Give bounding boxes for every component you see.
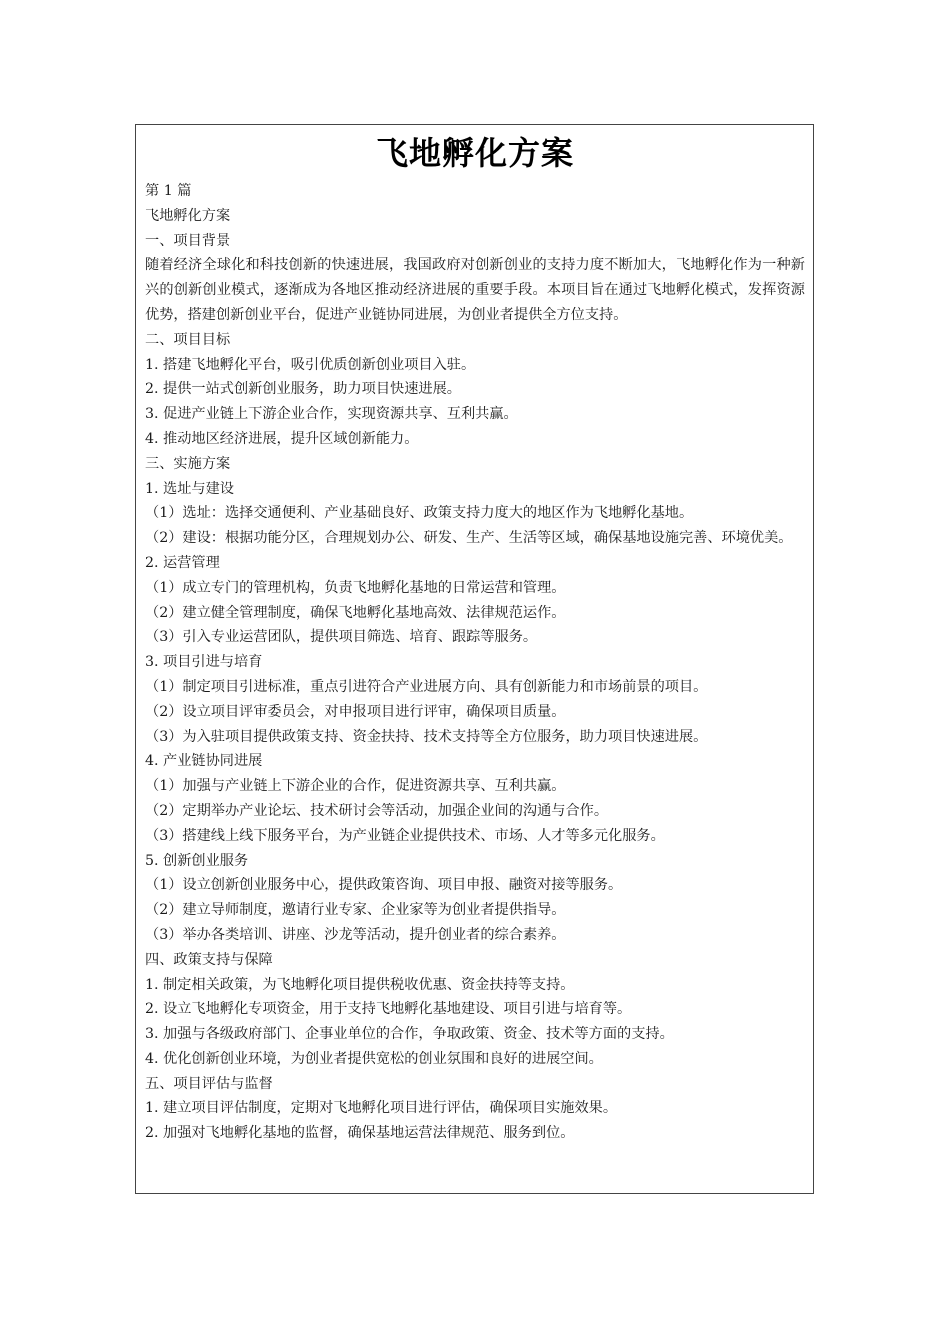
- document-paragraph: （1）制定项目引进标准，重点引进符合产业进展方向、具有创新能力和市场前景的项目。: [145, 678, 708, 695]
- document-paragraph: 四、政策支持与保障: [145, 951, 273, 968]
- document-paragraph: 1. 建立项目评估制度，定期对飞地孵化项目进行评估，确保项目实施效果。: [145, 1100, 618, 1117]
- document-paragraph: （3）为入驻项目提供政策支持、资金扶持、技术支持等全方位服务，助力项目快速进展。: [145, 728, 708, 745]
- document-paragraph: （3）举办各类培训、讲座、沙龙等活动，提升创业者的综合素养。: [145, 926, 566, 943]
- document-paragraph: 2. 加强对飞地孵化基地的监督，确保基地运营法律规范、服务到位。: [145, 1125, 575, 1142]
- document-paragraph: （2）建立导师制度，邀请行业专家、企业家等为创业者提供指导。: [145, 902, 566, 919]
- document-paragraph: （3）引入专业运营团队，提供项目筛选、培育、跟踪等服务。: [145, 629, 538, 646]
- document-paragraph: （1）成立专门的管理机构，负责飞地孵化基地的日常运营和管理。: [145, 579, 566, 596]
- document-paragraph: （2）建设：根据功能分区，合理规划办公、研发、生产、生活等区域，确保基地设施完善、环境优美。: [145, 530, 793, 547]
- document-paragraph: 二、项目目标: [145, 331, 231, 348]
- document-paragraph: （2）建立健全管理制度，确保飞地孵化基地高效、法律规范运作。: [145, 604, 566, 621]
- document-paragraph: 一、项目背景: [145, 232, 231, 249]
- document-paragraph: 4. 优化创新创业环境，为创业者提供宽松的创业氛围和良好的进展空间。: [145, 1050, 603, 1067]
- document-paragraph: 随着经济全球化和科技创新的快速进展，我国政府对创新创业的支持力度不断加大，飞地孵化作为一种新兴的创新创业模式，逐渐成为各地区推动经济进展的重要手段。本项目旨在通过飞地孵化模式，发挥资源优势，搭建创新创业平台，促进产业链协同进展，为创业者提供全方位支持。: [145, 257, 805, 323]
- document-body: [145, 179, 805, 1146]
- document-paragraph: 3. 加强与各级政府部门、企事业单位的合作，争取政策、资金、技术等方面的支持。: [145, 1026, 674, 1043]
- document-paragraph: （1）加强与产业链上下游企业的合作，促进资源共享、互利共赢。: [145, 778, 566, 795]
- document-frame: [135, 124, 814, 1194]
- document-paragraph: 3. 促进产业链上下游企业合作，实现资源共享、互利共赢。: [145, 406, 518, 423]
- document-paragraph: （3）搭建线上线下服务平台，为产业链企业提供技术、市场、人才等多元化服务。: [145, 827, 665, 844]
- document-paragraph: （1）设立创新创业服务中心，提供政策咨询、项目申报、融资对接等服务。: [145, 877, 623, 894]
- document-paragraph: 4. 推动地区经济进展，提升区域创新能力。: [145, 430, 419, 447]
- document-paragraph: 2. 设立飞地孵化专项资金，用于支持飞地孵化基地建设、项目引进与培育等。: [145, 1001, 632, 1018]
- document-paragraph: 三、实施方案: [145, 455, 231, 472]
- document-paragraph: 1. 搭建飞地孵化平台，吸引优质创新创业项目入驻。: [145, 356, 476, 373]
- document-paragraph: 5. 创新创业服务: [145, 852, 249, 869]
- document-paragraph: 3. 项目引进与培育: [145, 654, 263, 671]
- document-paragraph: 1. 制定相关政策，为飞地孵化项目提供税收优惠、资金扶持等支持。: [145, 976, 575, 993]
- document-paragraph: （2）定期举办产业论坛、技术研讨会等活动，加强企业间的沟通与合作。: [145, 802, 609, 819]
- document-paragraph: （1）选址：选择交通便利、产业基础良好、政策支持力度大的地区作为飞地孵化基地。: [145, 505, 694, 522]
- document-paragraph: （2）设立项目评审委员会，对申报项目进行评审，确保项目质量。: [145, 703, 566, 720]
- document-paragraph: 五、项目评估与监督: [145, 1075, 273, 1092]
- document-paragraph: 2. 提供一站式创新创业服务，助力项目快速进展。: [145, 381, 461, 398]
- document-paragraph: 飞地孵化方案: [145, 207, 231, 224]
- document-paragraph: 第 1 篇: [145, 183, 192, 199]
- document-paragraph: 2. 运营管理: [145, 554, 220, 571]
- document-paragraph: 1. 选址与建设: [145, 480, 234, 497]
- document-paragraph: 4. 产业链协同进展: [145, 753, 263, 770]
- document-title: 飞地孵化方案: [375, 134, 574, 172]
